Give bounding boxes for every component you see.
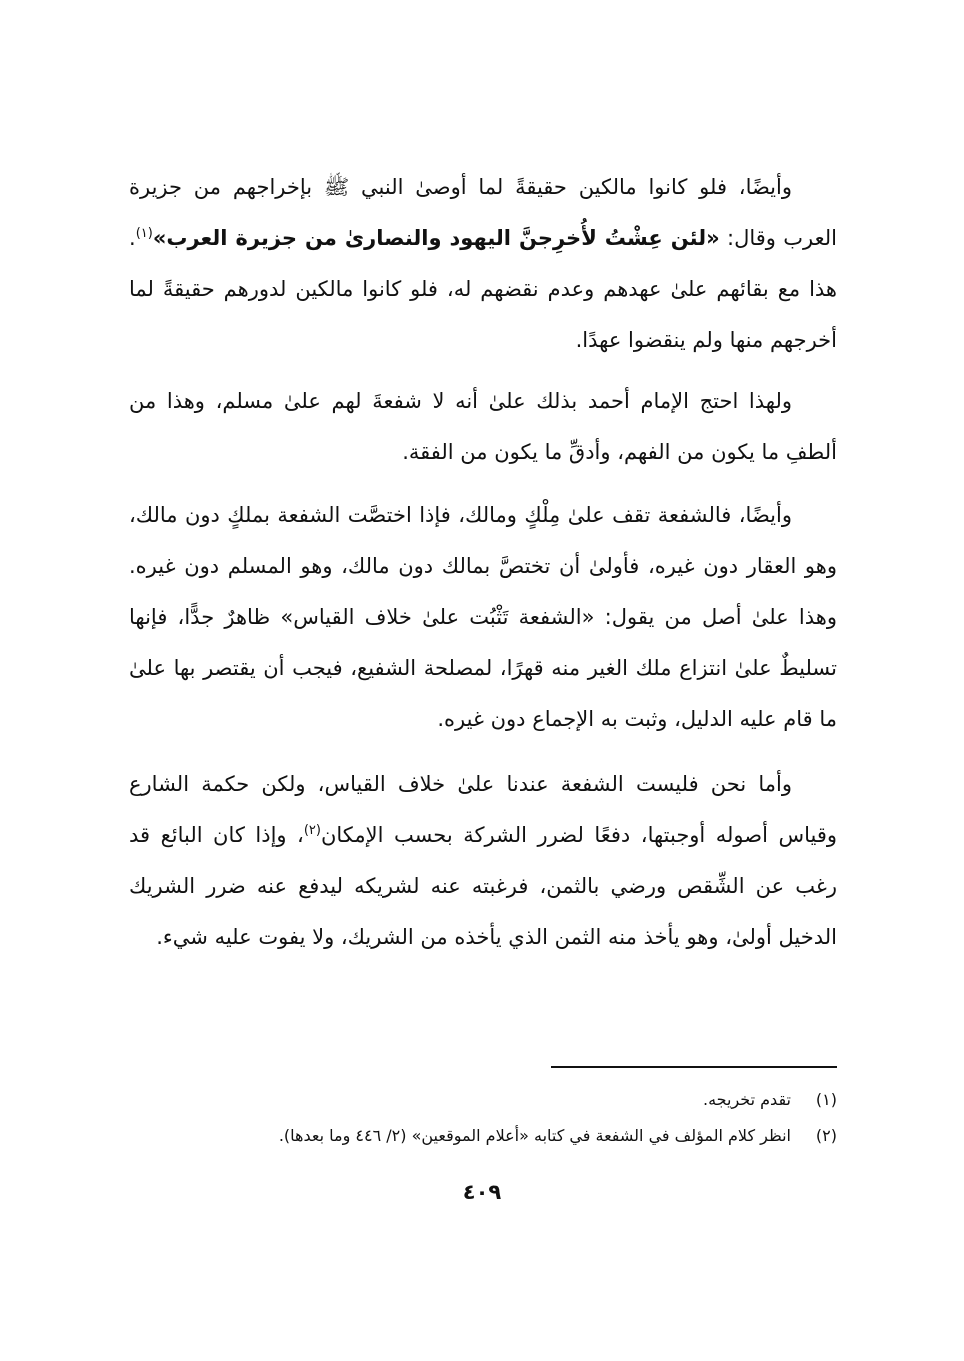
paragraph-4-text-continued: ، وإذا كان البائع قد رغب عن الشِّقص ورضي بالثمن، فرغبته عنه لشريكه ليدفع عنه ضرر الشريك الدخيل أولىٰ، وهو يأخذ منه الثمن الذي يأخذه من الشريك، ولا يفوت عليه شيء. — [129, 823, 837, 949]
hadith-quote: «لئن عِشْتُ لأُخرِجنَّ اليهود والنصارىٰ من جزيرة العرب» — [152, 226, 720, 250]
footnote-1-text: تقدم تخريجه. — [703, 1090, 791, 1109]
footnote-1-number: (١) — [815, 1090, 837, 1109]
footnote-divider — [551, 1066, 837, 1068]
paragraph-4-text: وأما نحن فليست الشفعة عندنا علىٰ خلاف القياس، ولكن حكمة الشارع وقياس أصوله أوجبتها، دفعًا لضرر الشركة بحسب الإمكان — [129, 772, 837, 847]
paragraph-3: وأيضًا، فالشفعة تقف علىٰ مِلْكٍ ومالك، فإذا اختصَّت الشفعة بملكٍ دون مالك، وهو العقار دون غيره، فأولىٰ أن تختصَّ بمالك دون مالك، وهو المسلم دون غيره. وهذا علىٰ أصل من يقول: «الشفعة تَثْبُت علىٰ خلاف القياس» ظاهرٌ جدًّا، فإنها تسليطٌ علىٰ انتزاع ملك الغير منه قهرًا، لمصلحة الشفيع، فيجب أن يقتصر بها علىٰ ما قام عليه الدليل، وثبت به الإجماع دون غيره. — [129, 503, 837, 731]
footnote-2-number: (٢) — [815, 1126, 837, 1145]
paragraph-1-text: وأيضًا، فلو كانوا مالكين حقيقةً لما أوصىٰ النبي ﷺ بإخراجهم من جزيرة العرب وقال: — [129, 175, 838, 250]
main-text — [129, 162, 837, 973]
footnote-2-text: انظر كلام المؤلف في الشفعة في كتابه «أعلام الموقعين» (٢/ ٤٤٦ وما بعدها). — [278, 1126, 791, 1145]
footnote-ref-2: (٢) — [303, 823, 321, 838]
footnote-1 — [129, 1082, 837, 1118]
footnote-2 — [129, 1118, 837, 1154]
page-number: ٤٠٩ — [462, 1180, 502, 1204]
paragraph-4 — [129, 759, 837, 963]
paragraph-1 — [129, 162, 837, 366]
footnotes — [129, 1082, 837, 1154]
paragraph-1-text-continued: . هذا مع بقائهم علىٰ عهدهم وعدم نقضهم له، فلو كانوا مالكين لدورهم حقيقةً لما أخرجهم منها ولم ينقضوا عهدًا. — [129, 226, 837, 352]
footnote-ref-1: (١) — [135, 226, 153, 241]
paragraph-2: ولهذا احتج الإمام أحمد بذلك علىٰ أنه لا شفعةَ لهم علىٰ مسلم، وهذا من ألطفِ ما يكون من الفهم، وأدقِّ ما يكون من الفقة. — [129, 389, 837, 464]
